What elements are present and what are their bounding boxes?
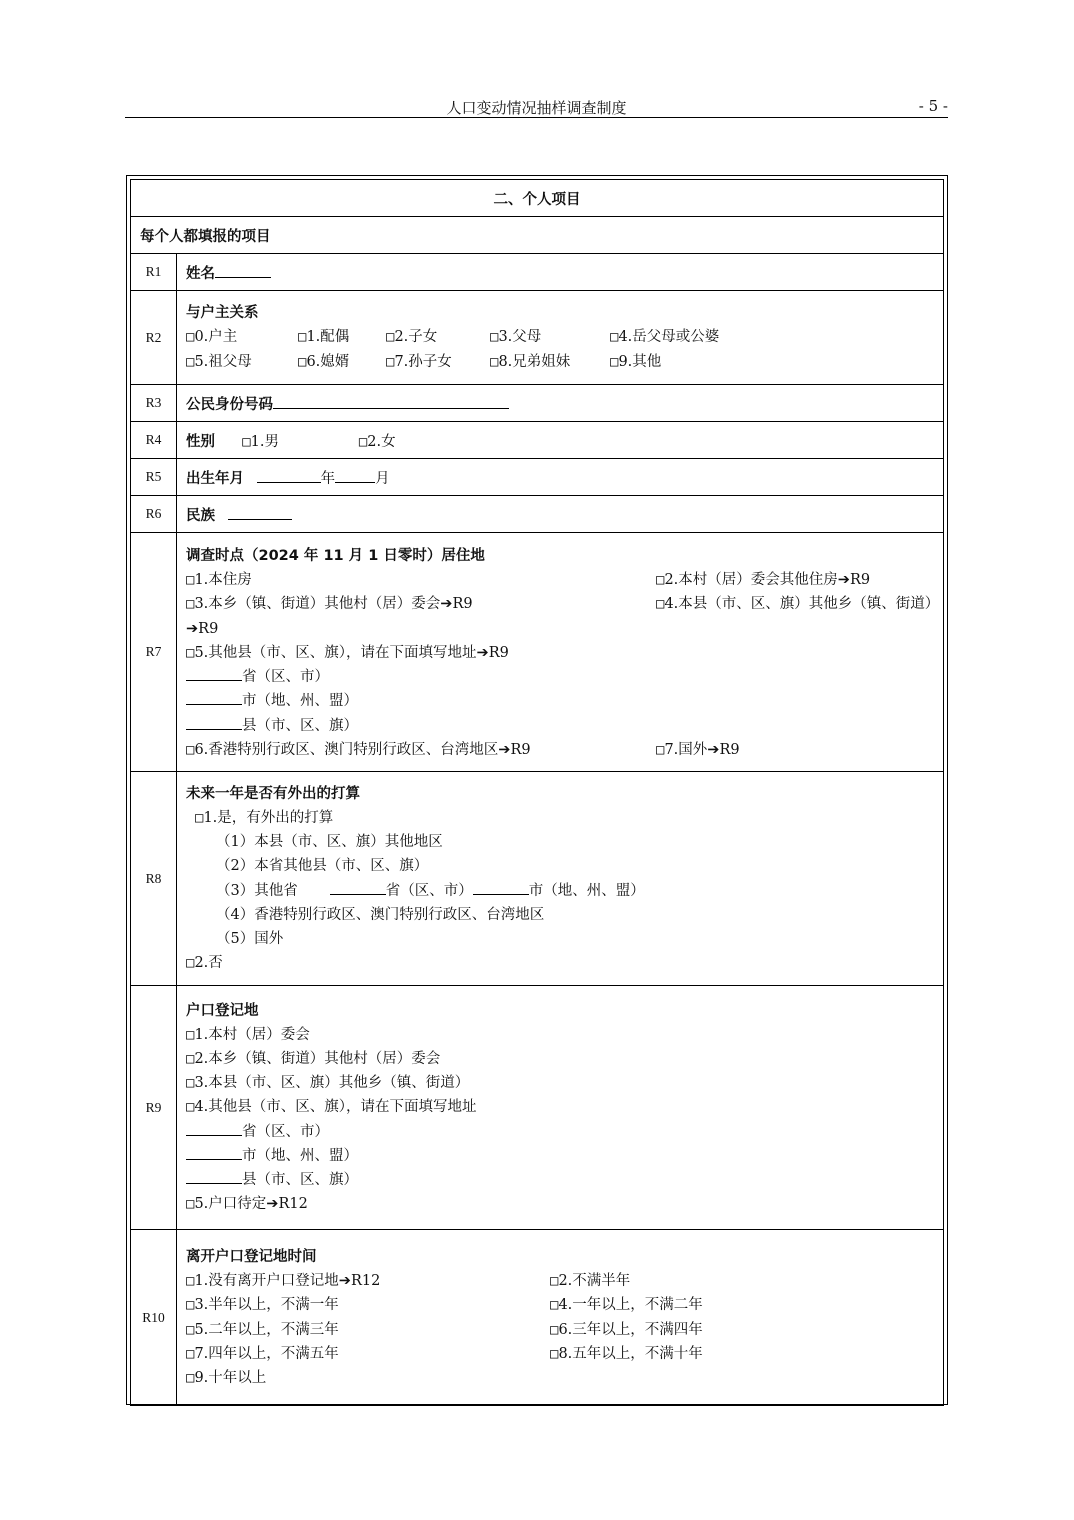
option[interactable]: □6.三年以上，不满四年 xyxy=(550,1321,703,1338)
option[interactable]: □6.媳婿 xyxy=(298,353,350,370)
relationship-options xyxy=(186,325,934,373)
province-blank[interactable] xyxy=(186,1121,242,1136)
year-label: 年 xyxy=(320,470,336,487)
option[interactable]: □1.是，有外出的打算 xyxy=(195,809,334,826)
option[interactable]: □5.祖父母 xyxy=(186,353,252,370)
year-blank[interactable] xyxy=(257,468,321,483)
option[interactable]: □2.否 xyxy=(186,955,223,972)
option[interactable]: □4.本县（市、区、旗）其他乡（镇、街道） xyxy=(656,596,940,613)
option-male[interactable]: □1.男 xyxy=(242,433,279,450)
option[interactable]: □7.四年以上，不满五年 xyxy=(186,1345,339,1362)
row-body xyxy=(177,496,944,533)
field-label: 与户主关系 xyxy=(186,305,259,322)
province-blank[interactable] xyxy=(186,666,242,681)
option[interactable]: □1.本村（居）委会 xyxy=(186,1026,310,1043)
row-code: R4 xyxy=(131,422,177,459)
option[interactable]: □3.半年以上，不满一年 xyxy=(186,1297,339,1314)
row-code: R6 xyxy=(131,496,177,533)
option[interactable]: □7.孙子女 xyxy=(386,353,452,370)
row-code: R8 xyxy=(131,772,177,986)
subheading: 每个人都填报的项目 xyxy=(131,217,944,254)
option[interactable]: □3.本县（市、区、旗）其他乡（镇、街道） xyxy=(186,1075,470,1092)
row-body xyxy=(177,254,944,291)
month-blank[interactable] xyxy=(335,468,375,483)
field-label: 离开户口登记地时间 xyxy=(186,1248,317,1265)
row-code: R7 xyxy=(131,533,177,772)
county-blank[interactable] xyxy=(186,1169,242,1184)
row-code: R1 xyxy=(131,254,177,291)
city-line: 市（地、州、盟） xyxy=(186,689,934,713)
province-line: 省（区、市） xyxy=(186,665,934,689)
id-number-blank[interactable] xyxy=(273,394,509,409)
sub-option[interactable]: （4）香港特别行政区、澳门特别行政区、台湾地区 xyxy=(216,906,545,923)
field-label: 姓名 xyxy=(186,265,215,282)
province-line: 省（区、市） xyxy=(186,1120,934,1144)
ethnicity-blank[interactable] xyxy=(228,505,292,520)
city-line: 市（地、州、盟） xyxy=(186,1144,934,1168)
county-blank[interactable] xyxy=(186,715,242,730)
row-r9 xyxy=(131,986,944,1230)
name-blank[interactable] xyxy=(215,263,271,278)
row-code: R5 xyxy=(131,459,177,496)
row-body xyxy=(177,1230,944,1406)
option[interactable]: □7.国外➔R9 xyxy=(656,741,740,758)
row-r1 xyxy=(131,254,944,291)
page-number: - 5 - xyxy=(918,97,948,115)
option[interactable]: □1.本住房 xyxy=(186,572,252,589)
option[interactable]: □6.香港特别行政区、澳门特别行政区、台湾地区➔R9 xyxy=(186,741,531,758)
field-label: 调查时点（2024 年 11 月 1 日零时）居住地 xyxy=(186,548,485,565)
survey-form xyxy=(126,175,948,1405)
row-code: R10 xyxy=(131,1230,177,1406)
page-header xyxy=(125,95,948,118)
row-r10 xyxy=(131,1230,944,1406)
row-r8 xyxy=(131,772,944,986)
sub-option[interactable]: （1）本县（市、区、旗）其他地区 xyxy=(216,834,443,851)
county-line: 县（市、区、旗） xyxy=(186,1168,934,1192)
option[interactable]: □8.兄弟姐妹 xyxy=(490,353,571,370)
option-female[interactable]: □2.女 xyxy=(358,433,396,450)
row-r6 xyxy=(131,496,944,533)
field-label: 户口登记地 xyxy=(186,1002,259,1019)
option[interactable]: □1.没有离开户口登记地➔R12 xyxy=(186,1273,381,1290)
row-body xyxy=(177,772,944,986)
option[interactable]: □8.五年以上，不满十年 xyxy=(550,1345,703,1362)
sub-option[interactable]: （5）国外 xyxy=(216,930,284,947)
county-line: 县（市、区、旗） xyxy=(186,714,934,738)
option[interactable]: □9.十年以上 xyxy=(186,1369,267,1386)
city-blank[interactable] xyxy=(186,690,242,705)
city-blank[interactable] xyxy=(186,1145,242,1160)
option[interactable]: □1.配偶 xyxy=(298,329,350,346)
option[interactable]: □2.本村（居）委会其他住房➔R9 xyxy=(656,572,871,589)
row-body xyxy=(177,291,944,385)
option[interactable]: □2.不满半年 xyxy=(550,1273,631,1290)
option[interactable]: □9.其他 xyxy=(610,353,662,370)
document-title: 人口变动情况抽样调查制度 xyxy=(446,99,627,117)
field-label: 未来一年是否有外出的打算 xyxy=(186,785,360,802)
option[interactable]: □4.岳父母或公婆 xyxy=(610,329,720,346)
option[interactable]: □5.其他县（市、区、旗），请在下面填写地址➔R9 xyxy=(186,644,509,661)
row-body xyxy=(177,459,944,496)
sub-option[interactable]: （3）其他省 省（区、市） 市（地、州、盟） xyxy=(186,879,934,903)
option[interactable]: □2.子女 xyxy=(386,329,438,346)
row-r5 xyxy=(131,459,944,496)
option[interactable]: □5.二年以上，不满三年 xyxy=(186,1321,339,1338)
option[interactable]: □3.本乡（镇、街道）其他村（居）委会➔R9 xyxy=(186,596,473,613)
option-continued: ➔R9 xyxy=(186,620,219,637)
row-code: R2 xyxy=(131,291,177,385)
field-label: 出生年月 xyxy=(186,470,244,487)
section-title: 二、个人项目 xyxy=(131,180,944,217)
option[interactable]: □2.本乡（镇、街道）其他村（居）委会 xyxy=(186,1050,441,1067)
row-code: R3 xyxy=(131,385,177,422)
option[interactable]: □5.户口待定➔R12 xyxy=(186,1196,308,1213)
row-code: R9 xyxy=(131,986,177,1230)
sub-option[interactable]: （2）本省其他县（市、区、旗） xyxy=(216,858,429,875)
city-blank[interactable] xyxy=(473,880,529,895)
month-label: 月 xyxy=(375,470,390,487)
field-label: 性别 xyxy=(186,433,215,450)
option[interactable]: □0.户主 xyxy=(186,329,238,346)
personal-items-table xyxy=(130,179,944,1406)
option[interactable]: □3.父母 xyxy=(490,329,542,346)
option[interactable]: □4.一年以上，不满二年 xyxy=(550,1297,703,1314)
row-body xyxy=(177,385,944,422)
row-r7 xyxy=(131,533,944,772)
field-label: 民族 xyxy=(186,507,215,524)
row-r4 xyxy=(131,422,944,459)
row-body xyxy=(177,533,944,772)
row-body xyxy=(177,422,944,459)
row-body xyxy=(177,986,944,1230)
option[interactable]: □4.其他县（市、区、旗），请在下面填写地址 xyxy=(186,1099,477,1116)
row-r2 xyxy=(131,291,944,385)
row-r3 xyxy=(131,385,944,422)
province-blank[interactable] xyxy=(330,880,386,895)
field-label: 公民身份号码 xyxy=(186,396,273,413)
